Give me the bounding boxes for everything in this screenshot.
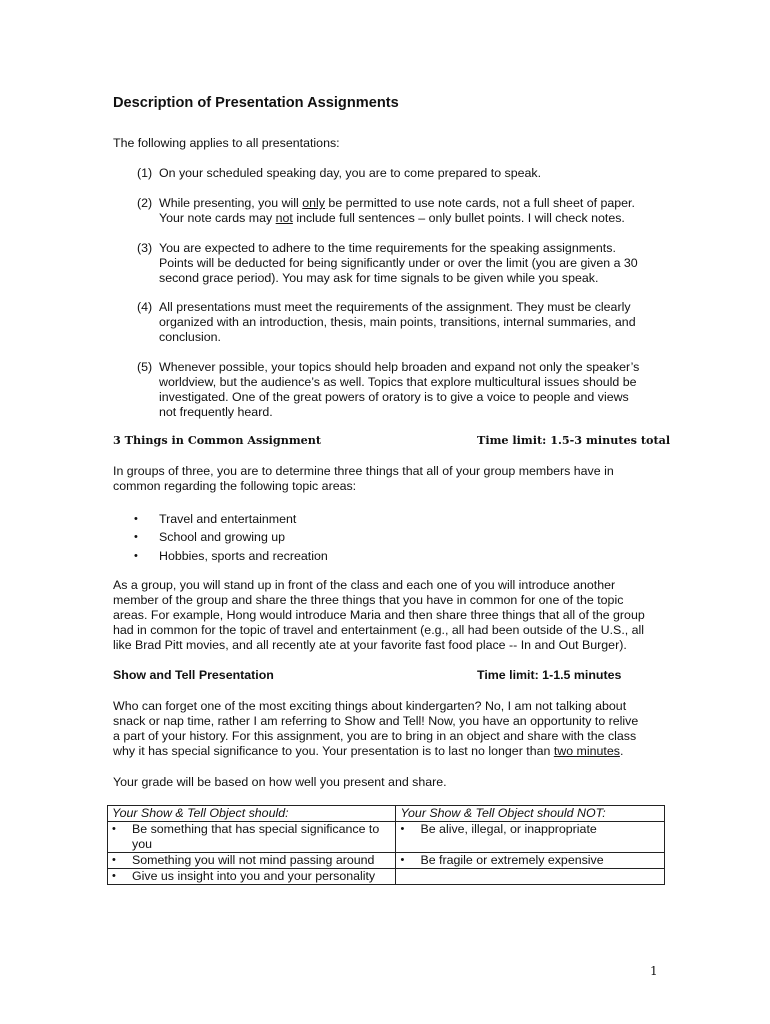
- text-span: .: [619, 744, 624, 758]
- paragraph-line: As a group, you will stand up in front of the class and each one of you will introduce another: [113, 578, 616, 592]
- rule-line: worldview, but the audience’s as well. Topics that explore multicultural issues should be: [159, 375, 637, 389]
- bullet-icon: •: [400, 823, 405, 835]
- underlined-text: only: [302, 196, 325, 210]
- list-item: [0, 530, 770, 545]
- rule-line: Your note cards may not include full sentences – only bullet points. I will check notes.: [159, 211, 625, 225]
- bullet-icon: •: [134, 513, 138, 525]
- section1-intro: [113, 464, 614, 494]
- paragraph-line: member of the group and share the three things that you have in common for one of the topic: [113, 593, 624, 607]
- paragraph-line: [113, 744, 638, 759]
- paragraph-line: a part of your history. For this assignment, you are to bring in an object and share with the class: [113, 729, 637, 743]
- section1-body: [113, 578, 645, 653]
- grade-line: Your grade will be based on how well you present and share.: [113, 775, 447, 789]
- table-row: [108, 853, 665, 869]
- rule-line: You are expected to adhere to the time requirements for the speaking assignments.: [159, 241, 616, 255]
- cell-text: Give us insight into you and your personality: [132, 869, 376, 883]
- paragraph-line: Who can forget one of the most exciting things about kindergarten? No, I am not talking about: [113, 699, 627, 713]
- show-tell-table: [107, 805, 665, 885]
- bullet-icon: •: [112, 870, 116, 882]
- table-row: [108, 869, 665, 885]
- rule-line: not frequently heard.: [159, 405, 273, 419]
- table-cell: [396, 822, 665, 853]
- bullet-icon: •: [112, 854, 116, 866]
- rule-line: second grace period). You may ask for time signals to be given while you speak.: [159, 271, 599, 285]
- intro-text: The following applies to all presentations:: [113, 136, 340, 150]
- table-header-row: [108, 806, 665, 822]
- section-time-limit-show-and-tell: Time limit: 1-1.5 minutes: [477, 668, 622, 682]
- bullet-text: School and growing up: [159, 530, 286, 544]
- bullet-icon: •: [400, 854, 405, 866]
- table-cell: [108, 853, 396, 869]
- paragraph-line: In groups of three, you are to determine three things that all of your group members have in: [113, 464, 614, 478]
- rule-number: (3): [137, 241, 153, 255]
- rule-number: (5): [137, 360, 153, 374]
- cell-text: Something you will not mind passing around: [132, 853, 375, 867]
- rule-line: Points will be deducted for being significantly under or over the limit (you are given a 30: [159, 256, 638, 270]
- bullet-text: Hobbies, sports and recreation: [159, 549, 328, 563]
- list-item: [0, 512, 770, 527]
- list-item: [0, 549, 770, 564]
- rule-number: (1): [137, 166, 153, 180]
- table-cell: [108, 869, 396, 885]
- paragraph-line: areas. For example, Hong would introduce Maria and then share three things that all of the group: [113, 608, 645, 622]
- bullet-icon: •: [112, 823, 116, 835]
- page-title: Description of Presentation Assignments: [113, 95, 399, 111]
- cell-text: Be something that has special significance to you: [132, 822, 380, 851]
- rule-line: conclusion.: [159, 330, 221, 344]
- rule-line: Whenever possible, your topics should help broaden and expand not only the speaker’s: [159, 360, 640, 374]
- paragraph-line: had in common for the topic of travel and entertainment (e.g., all had been outside of the U.S., all: [113, 623, 645, 637]
- table-cell: [108, 822, 396, 853]
- text-span: why it has special significance to you. Your presentation is to last no longer than: [113, 744, 554, 758]
- section-heading-3-things: 3 Things in Common Assignment: [113, 433, 322, 447]
- page-number: 1: [650, 964, 658, 978]
- rule-line: investigated. One of the great powers of oratory is to give a voice to people and views: [159, 390, 629, 404]
- rule-line: On your scheduled speaking day, you are to come prepared to speak.: [159, 166, 542, 180]
- cell-text: Be alive, illegal, or inappropriate: [420, 822, 597, 836]
- should-not-header: Your Show & Tell Object should NOT:: [396, 806, 665, 822]
- rule-number: (4): [137, 300, 153, 314]
- section-heading-show-and-tell: Show and Tell Presentation: [113, 668, 274, 682]
- underlined-text: two minutes: [553, 744, 620, 758]
- section2-body: [113, 699, 638, 759]
- bullet-icon: •: [134, 550, 138, 562]
- bullet-text: Travel and entertainment: [159, 512, 297, 526]
- section-time-limit-3-things: Time limit: 1.5-3 minutes total: [477, 433, 671, 447]
- rule-line: All presentations must meet the requirements of the assignment. They must be clearly: [159, 300, 631, 314]
- bullet-icon: •: [134, 531, 138, 543]
- table-cell: [396, 853, 665, 869]
- paragraph-line: snack or nap time, rather I am referring to Show and Tell! Now, you have an opportunity to relive: [113, 714, 639, 728]
- paragraph-line: like Brad Pitt movies, and all recently ate at your favorite fast food place -- In and Out Burger).: [113, 638, 627, 652]
- table-cell: [396, 869, 665, 885]
- rule-number: (2): [137, 196, 153, 210]
- table-row: [108, 822, 665, 853]
- paragraph-line: common regarding the following topic areas:: [113, 479, 357, 493]
- rule-line: While presenting, you will only be permitted to use note cards, not a full sheet of paper.: [159, 196, 635, 210]
- cell-text: Be fragile or extremely expensive: [420, 853, 604, 867]
- should-header: Your Show & Tell Object should:: [108, 806, 396, 822]
- underlined-text: not: [275, 211, 293, 225]
- rule-line: organized with an introduction, thesis, main points, transitions, internal summaries, and: [159, 315, 636, 329]
